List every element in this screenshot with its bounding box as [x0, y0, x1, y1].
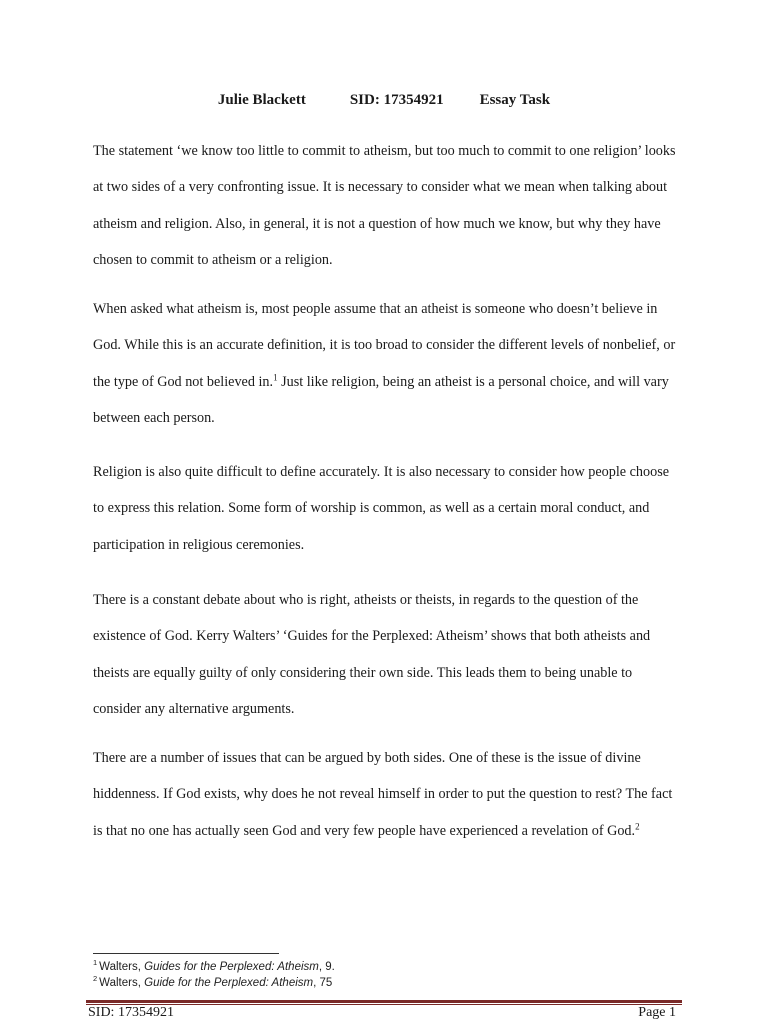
- paragraph-text: When asked what atheism is, most people assume that an atheist is someone who doesn’t believe in God. While this is an accurate definition, it is too broad to consider the different levels of nonbelief, or the type of God not believed in.$^1$ Just like religion, being an atheist is a personal choice, and will vary between each person.: [93, 301, 676, 426]
- paragraph-3: [93, 454, 683, 563]
- paragraph-2: [93, 291, 683, 436]
- footnote-1: $^1$ Walters, Guides for the Perplexed: Atheism, 9.: [93, 958, 335, 973]
- paragraph-1: [93, 133, 683, 278]
- footnote-ref-1: 1: [273, 371, 278, 382]
- footnote-separator: [93, 953, 279, 954]
- header-line: [0, 92, 768, 109]
- paragraph-text: The statement ‘we know too little to commit to atheism, but too much to commit to one religion’ looks at two sides of a very confronting issue. It is necessary to consider what we mean when talking about atheism and religion. Also, in general, it is not a question of how much we know, but why they have chosen to commit to atheism or a religion.: [93, 143, 676, 268]
- paragraph-text: There are a number of issues that can be argued by both sides. One of these is the issue of divine hiddenness. If God exists, why does he not reveal himself in order to put the question to rest? The fact is that no one has actually seen God and very few people have experienced a revelation of God.$^2$: [93, 750, 673, 839]
- paragraph-4: [93, 582, 683, 727]
- page-number: Page 1: [638, 1005, 676, 1020]
- student-id: SID: 17354921: [349, 92, 444, 108]
- paragraph-text: Religion is also quite difficult to define accurately. It is also necessary to consider how people choose to express this relation. Some form of worship is common, as well as a certain moral conduct, and participation in religious ceremonies.: [93, 464, 670, 553]
- footer-rule: [86, 1000, 682, 1003]
- footer-rule-thin: [86, 1004, 682, 1005]
- footnote-2: $^2$ Walters, Guide for the Perplexed: Atheism, 75: [93, 974, 333, 989]
- paragraph-5: [93, 740, 683, 849]
- footer-student-id: SID: 17354921: [88, 1005, 174, 1020]
- paragraph-text: There is a constant debate about who is right, atheists or theists, in regards to the question of the existence of God. Kerry Walters’ ‘Guides for the Perplexed: Atheism’ shows that both atheists and theists are equally guilty of only considering their own side. This leads them to being unable to consider any alternative arguments.: [93, 592, 651, 717]
- author-name: Julie Blackett: [217, 92, 306, 108]
- footnote-ref-2: 2: [635, 820, 640, 831]
- task-label: Essay Task: [479, 92, 551, 108]
